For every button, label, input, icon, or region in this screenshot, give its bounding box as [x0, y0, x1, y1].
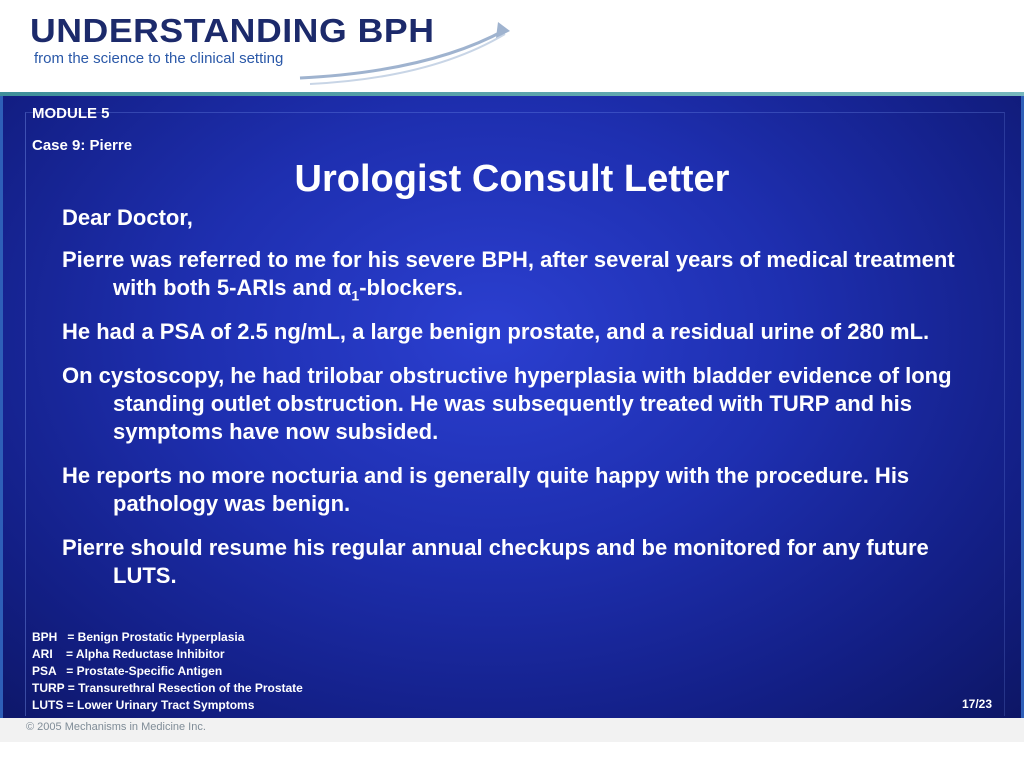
logo-subtitle: from the science to the clinical setting	[34, 50, 284, 67]
letter-body	[62, 204, 962, 606]
letter-greeting: Dear Doctor,	[62, 205, 193, 230]
letter-paragraph-3: On cystoscopy, he had trilobar obstructive hyperplasia with bladder evidence of long standing outlet obstruction. He was subsequently treated with TURP and his symptoms have now subsided.	[62, 363, 952, 444]
slide-title: Urologist Consult Letter	[294, 158, 730, 200]
page-number: 17/23	[961, 697, 992, 711]
module-label: MODULE 5	[32, 105, 110, 122]
logo-title: UNDERSTANDING BPH	[30, 12, 435, 49]
abbreviation-list	[32, 629, 303, 714]
abbreviation-item: PSA = Prostate-Specific Antigen	[32, 664, 223, 678]
p1-text: Pierre was referred to me for his severe BPH, after several years of medical treatment with both 5-ARIs and α	[62, 247, 955, 300]
letter-paragraph-5: Pierre should resume his regular annual checkups and be monitored for any future LUTS.	[62, 535, 929, 588]
letter-paragraph-1	[62, 246, 962, 302]
abbreviation-item: TURP = Transurethral Resection of the Prostate	[32, 681, 303, 695]
letter-paragraph-4: He reports no more nocturia and is generally quite happy with the procedure. His pathology was benign.	[62, 463, 910, 516]
p1-subscript: 1	[351, 287, 360, 304]
copyright-text: © 2005 Mechanisms in Medicine Inc.	[26, 721, 206, 733]
abbreviation-item: LUTS = Lower Urinary Tract Symptoms	[32, 698, 255, 712]
header	[0, 0, 1024, 94]
p1-text-end: -blockers.	[359, 275, 464, 300]
footer-margin	[0, 742, 1024, 768]
case-label: Case 9: Pierre	[32, 137, 133, 154]
letter-paragraph-2: He had a PSA of 2.5 ng/mL, a large benign prostate, and a residual urine of 280 mL.	[62, 319, 930, 344]
abbreviation-item: ARI = Alpha Reductase Inhibitor	[32, 647, 225, 661]
abbreviation-item: BPH = Benign Prostatic Hyperplasia	[32, 630, 245, 644]
